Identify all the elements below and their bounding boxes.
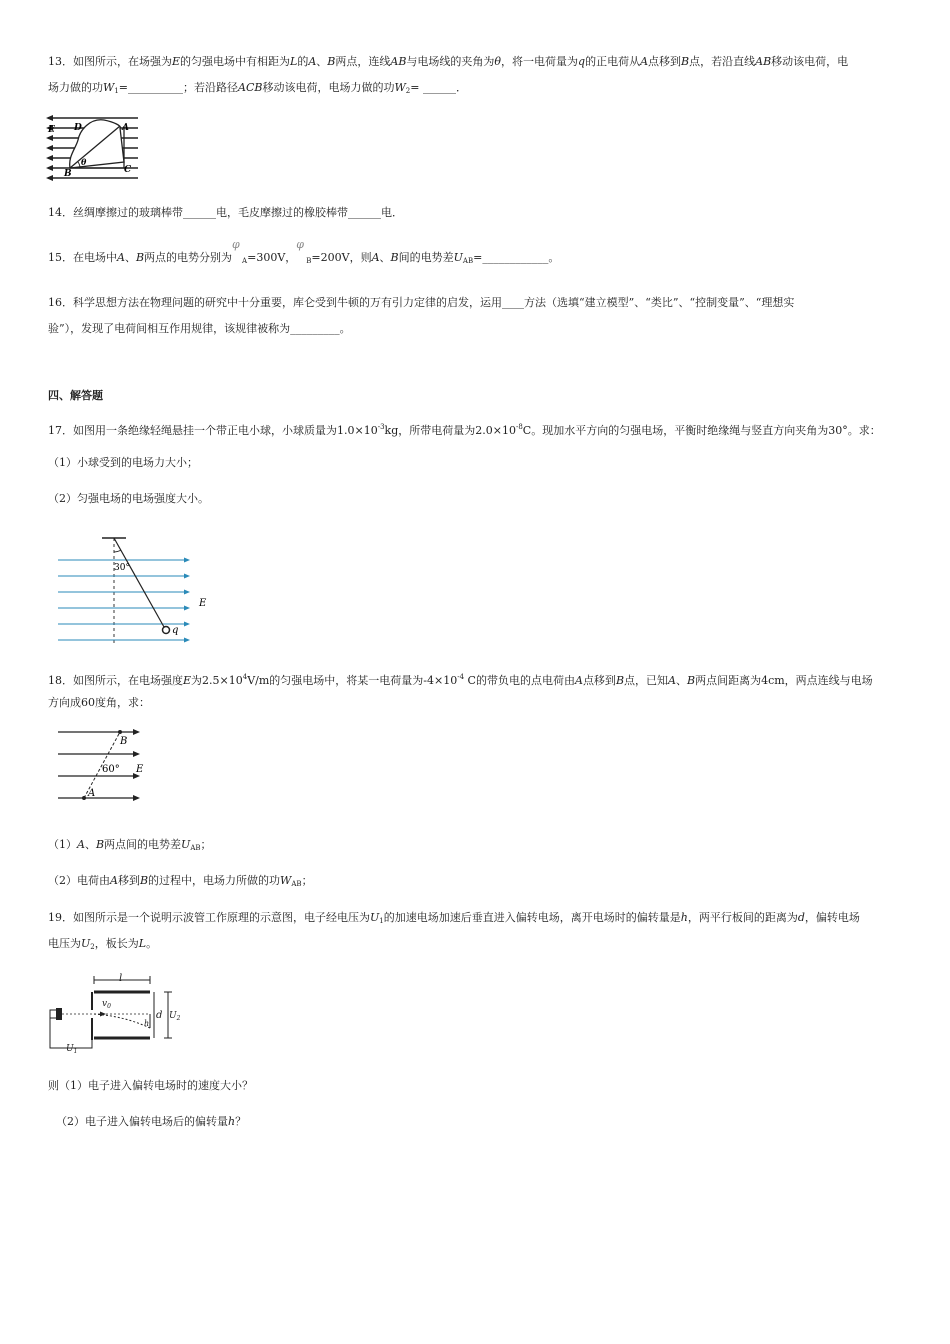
label-D: D [74,123,82,133]
symbol-A: A [574,674,583,687]
label-E: E [48,125,55,135]
symbol-A: A [77,838,85,851]
symbol-B: B [95,838,105,851]
q17-line [48,420,881,438]
point-A [82,796,86,800]
q15-text: 15．在电场中 [48,251,117,264]
q19-text: ？ [235,1115,247,1128]
label-U1 [66,1044,77,1055]
q13-text: 移动该电荷，电场力做的功 [262,81,395,94]
superscript: 4 [242,673,248,681]
q15-text: 、 [379,251,391,264]
symbol-A: A [668,674,676,687]
symbol-B: B [615,674,625,687]
symbol-B: B [681,55,690,68]
label-E: E [136,764,144,775]
q13-line2 [48,81,467,98]
q13-line1 [48,55,848,69]
q15-text: 间的电势差 [398,251,454,264]
label-v-subscript: 0 [107,1003,111,1010]
label-C: C [124,165,132,175]
electron-trajectory [94,1014,150,1028]
q19-text: ，偏转电场 [804,911,860,924]
q18-text: 移到 [117,874,140,887]
symbol-U: U [181,838,191,851]
q18-text: 为2.5×10 [191,674,243,687]
q18-text: C的带负电的点电荷由 [464,674,575,687]
q19-part2 [56,1115,246,1129]
label-B: B [64,169,72,179]
q18-figure [56,724,166,806]
electron-source [56,1008,62,1020]
q17-text: 17．如图用一条绝缘轻绳悬挂一个带正电小球，小球质量为1.0×10 [48,424,378,437]
q15-text: 两点的电势分别为 [144,251,233,264]
q18-text: 18．如图所示，在电场强度 [48,674,183,687]
symbol-B: B [390,251,399,264]
subscript: AB [291,880,302,888]
charged-ball [163,627,170,634]
q19-text: ，两平行板间的距离为 [687,911,798,924]
label-angle: 60° [102,764,120,775]
symbol-W: W [280,874,292,887]
q17-text: kg，所带电荷量为2.0×10 [384,424,516,437]
symbol-theta: θ [494,55,502,68]
symbol-A: A [117,251,125,264]
q18-text: 点移到 [582,674,616,687]
q18-part2 [48,874,313,891]
label-A: A [122,123,129,133]
symbol-U2: U [81,937,91,950]
q18-text: V/m的匀强电场中，将某一电荷量为-4×10 [247,674,458,687]
symbol-ACB: ACB [238,81,263,94]
q14-line: 14．丝绸摩擦过的玻璃棒带______电，毛皮摩擦过的橡胶棒带______电． [48,206,403,219]
label-v0 [102,999,111,1010]
symbol-A: A [640,55,649,68]
q18-text: ； [200,838,212,851]
q19-line1 [48,911,860,928]
q13-text: 移动该电荷，电 [771,55,849,68]
symbol-AB: AB [755,55,772,68]
symbol-h: h [680,911,688,924]
label-q: q [172,625,179,636]
q18-text: ； [301,874,313,887]
q13-text: 、 [316,55,328,68]
q13-text: 场力做的功 [48,81,103,94]
symbol-E: E [183,674,192,687]
q19-text: （2）电子进入偏转电场后的偏转量 [56,1115,228,1128]
q17-part1: （1）小球受到的电场力大小； [48,456,198,469]
q18-text: 点，已知 [624,674,669,687]
label-h: h [144,1019,150,1028]
q17-part2: （2）匀强电场的电场强度大小。 [48,492,209,505]
q13-text: ，将一电荷量为 [501,55,579,68]
q13-answer-blank: =__________；若沿路径 [118,81,238,94]
subscript: 1 [379,917,384,925]
q17-figure [56,536,216,646]
label-U-subscript: 2 [176,1015,181,1022]
label-U2 [169,1011,181,1022]
q13-text: 13．如图所示，在场强为 [48,55,172,68]
q18-text: 、 [675,674,687,687]
q13-text: 的正电荷从 [585,55,641,68]
q16-line1: 16．科学思想方法在物理问题的研究中十分重要，库仑受到牛顿的万有引力定律的启发，运用____方法（选填“建立模型”、“类比”、“控制变量”、“理想实 [48,296,795,309]
symbol-B: B [327,55,336,68]
symbol-AB: AB [390,55,407,68]
subscript: 2 [405,87,411,95]
symbol-B: B [686,674,696,687]
q18-text: （2）电荷由 [48,874,110,887]
symbol-A: A [308,55,317,68]
superscript: -4 [457,673,465,681]
q19-line2 [48,937,157,954]
label-U: U [66,1044,74,1054]
q18-part1 [48,838,212,855]
label-l: l [119,973,123,984]
superscript: -3 [377,423,385,431]
q18-text: 、 [84,838,96,851]
phi-B [296,238,312,265]
q18-text: 的过程中，电场力所做的功 [148,874,281,887]
q19-text: 。 [146,937,158,950]
q19-text: 的加速电场加速后垂直进入偏转电场，离开电场时的偏转量是 [383,911,681,924]
q15-line [48,238,560,268]
symbol-W1: W [103,81,115,94]
symbol-E: E [172,55,181,68]
field-arrowheads [184,558,190,643]
subscript: B [306,257,312,265]
label-A: A [88,788,96,799]
q15-text: =200V，则 [311,251,372,264]
q18-text: 两点间的电势差 [104,838,182,851]
subscript: 2 [90,943,95,951]
subscript: AB [190,844,201,852]
symbol-U: U [453,251,463,264]
q18-line1 [48,670,873,688]
symbol-U1: U [370,911,380,924]
q13-figure [44,112,144,184]
phi-A [232,238,248,265]
symbol-phi: φ [232,238,240,251]
string [114,538,164,627]
section-title: 四、解答题 [48,389,103,402]
q17-text: C。现加水平方向的匀强电场，平衡时绝缘绳与竖直方向夹角为30°。求： [522,424,881,437]
q13-text: 与电场线的夹角为 [406,55,495,68]
cathode-lead [50,1010,56,1018]
symbol-A: A [110,874,118,887]
symbol-L: L [138,937,147,950]
label-d: d [156,1010,163,1021]
q19-part1: 则（1）电子进入偏转电场时的速度大小？ [48,1079,253,1092]
q13-text: 的 [297,55,309,68]
subscript: 1 [114,87,119,95]
point-B [118,730,122,734]
q15-answer-blank: =____________。 [473,251,560,264]
q13-text: 两点，连线 [335,55,391,68]
symbol-phi: φ [296,238,304,251]
subscript: A [242,257,248,265]
symbol-d: d [797,911,805,924]
label-theta: θ [81,157,87,167]
superscript: -8 [515,423,523,431]
symbol-B: B [135,251,145,264]
q19-text: 19．如图所示是一个说明示波管工作原理的示意图，电子经电压为 [48,911,370,924]
subscript: AB [462,257,474,265]
q13-text: 点，若沿直线 [689,55,756,68]
label-v: v [102,999,108,1009]
symbol-q: q [578,55,586,68]
symbol-h: h [228,1115,236,1128]
label-B: B [120,736,128,747]
symbol-L: L [290,55,298,68]
q18-text: 两点间距离为4cm，两点连线与电场 [695,674,873,687]
q18-text: （1） [48,838,77,851]
label-U-subscript: 1 [73,1048,78,1055]
symbol-A: A [371,251,380,264]
label-U: U [169,1011,177,1021]
symbol-B: B [139,874,149,887]
q16-line2: 验”），发现了电荷间相互作用规律，该规律被称为_________。 [48,322,351,335]
q13-answer-blank: = ______． [410,81,467,94]
angle-arc [114,550,121,552]
velocity-arrow [100,1012,106,1017]
q15-text: 、 [124,251,136,264]
q13-text: 的匀强电场中有相距为 [180,55,291,68]
q19-text: 电压为 [48,937,81,950]
q13-text: 点移到 [648,55,682,68]
q18-line2: 方向成60度角，求： [48,696,150,709]
q19-figure [46,970,186,1054]
q19-text: ，板长为 [94,937,139,950]
label-angle: 30° [114,563,130,573]
q15-text: =300V， [247,251,297,264]
label-E: E [199,598,207,609]
symbol-W2: W [394,81,406,94]
